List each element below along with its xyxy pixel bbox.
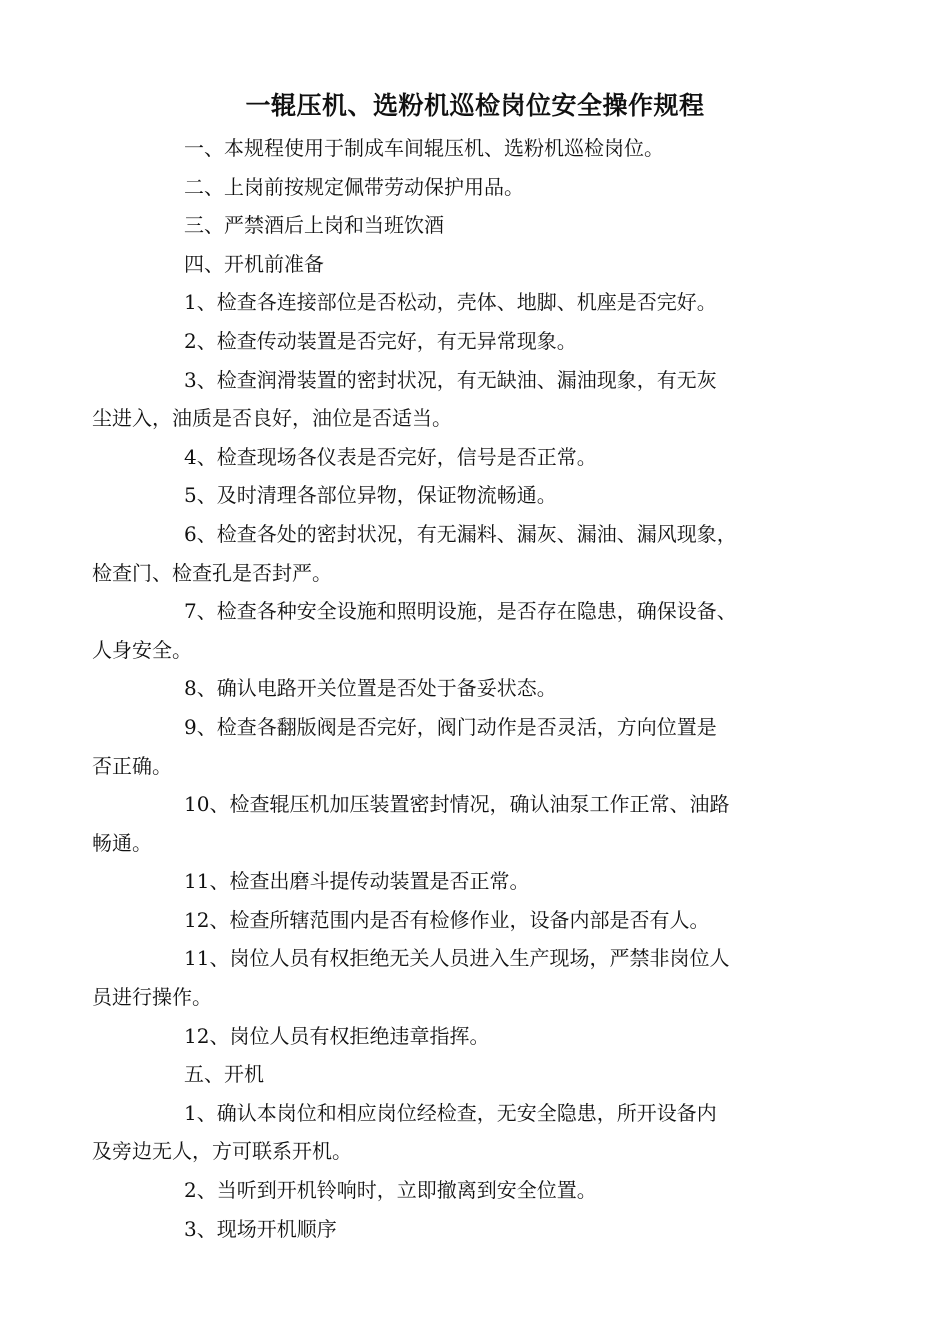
document-title: 一辊压机、选粉机巡检岗位安全操作规程 <box>245 91 705 120</box>
paragraph-line-continued: 员进行操作。 <box>92 985 212 1010</box>
paragraph-line-continued: 否正确。 <box>92 753 172 778</box>
paragraph <box>138 245 814 284</box>
paragraph-line: 4、检查现场各仪表是否完好，信号是否正常。 <box>184 444 597 469</box>
paragraph-line: 12、检查所辖范围内是否有检修作业，设备内部是否有人。 <box>184 907 710 932</box>
paragraph-line: 11、岗位人员有权拒绝无关人员进入生产现场，严禁非岗位人 <box>184 946 730 971</box>
paragraph-line: 1、检查各连接部位是否松动，壳体、地脚、机座是否完好。 <box>184 290 717 315</box>
paragraph-line: 五、开机 <box>184 1062 264 1087</box>
paragraph-line: 三、严禁酒后上岗和当班饮酒 <box>184 213 444 238</box>
paragraph <box>92 1094 814 1171</box>
paragraph <box>138 283 814 322</box>
paragraph-line: 12、岗位人员有权拒绝违章指挥。 <box>184 1023 490 1048</box>
paragraph <box>138 862 814 901</box>
paragraph-line: 2、当听到开机铃响时，立即撤离到安全位置。 <box>184 1178 597 1203</box>
paragraph-line: 3、检查润滑装置的密封状况，有无缺油、漏油现象，有无灰 <box>184 367 717 392</box>
paragraph <box>138 129 814 168</box>
paragraph <box>92 939 814 1016</box>
paragraph-line-continued: 及旁边无人，方可联系开机。 <box>92 1139 352 1164</box>
paragraph-line: 一、本规程使用于制成车间辊压机、选粉机巡检岗位。 <box>184 136 664 160</box>
paragraph-line: 7、检查各种安全设施和照明设施，是否存在隐患，确保设备、 <box>184 599 737 624</box>
paragraph <box>138 1017 814 1056</box>
paragraph <box>138 168 814 207</box>
paragraph <box>138 1171 814 1210</box>
paragraph-line-continued: 畅通。 <box>92 830 152 855</box>
paragraph <box>92 785 814 862</box>
paragraph-line: 11、检查出磨斗提传动装置是否正常。 <box>184 869 530 894</box>
paragraph-line: 四、开机前准备 <box>184 251 324 276</box>
paragraph <box>92 708 814 785</box>
paragraph <box>138 476 814 515</box>
document-body <box>92 129 814 1248</box>
paragraph-line-continued: 人身安全。 <box>92 637 192 662</box>
paragraph-line: 6、检查各处的密封状况，有无漏料、漏灰、漏油、漏风现象， <box>184 521 737 546</box>
paragraph-line: 10、检查辊压机加压装置密封情况，确认油泵工作正常、油路 <box>184 792 730 817</box>
paragraph-line-continued: 检查门、检查孔是否封严。 <box>92 560 332 585</box>
paragraph <box>138 322 814 361</box>
paragraph <box>138 669 814 708</box>
paragraph-line-continued: 尘进入，油质是否良好，油位是否适当。 <box>92 406 452 431</box>
paragraph <box>138 901 814 940</box>
paragraph <box>92 515 814 592</box>
paragraph-line: 3、现场开机顺序 <box>184 1216 337 1241</box>
paragraph-line: 5、及时清理各部位异物，保证物流畅通。 <box>184 483 557 508</box>
paragraph <box>138 206 814 245</box>
paragraph <box>138 438 814 477</box>
paragraph-line: 2、检查传动装置是否完好，有无异常现象。 <box>184 328 577 353</box>
paragraph <box>92 361 814 438</box>
paragraph-line: 9、检查各翻版阀是否完好，阀门动作是否灵活，方向位置是 <box>184 714 717 739</box>
paragraph-line: 二、上岗前按规定佩带劳动保护用品。 <box>184 174 524 199</box>
paragraph <box>138 1210 814 1249</box>
paragraph-line: 1、确认本岗位和相应岗位经检查，无安全隐患，所开设备内 <box>184 1100 717 1125</box>
paragraph <box>138 1055 814 1094</box>
paragraph-line: 8、确认电路开关位置是否处于备妥状态。 <box>184 676 557 701</box>
paragraph <box>92 592 814 669</box>
